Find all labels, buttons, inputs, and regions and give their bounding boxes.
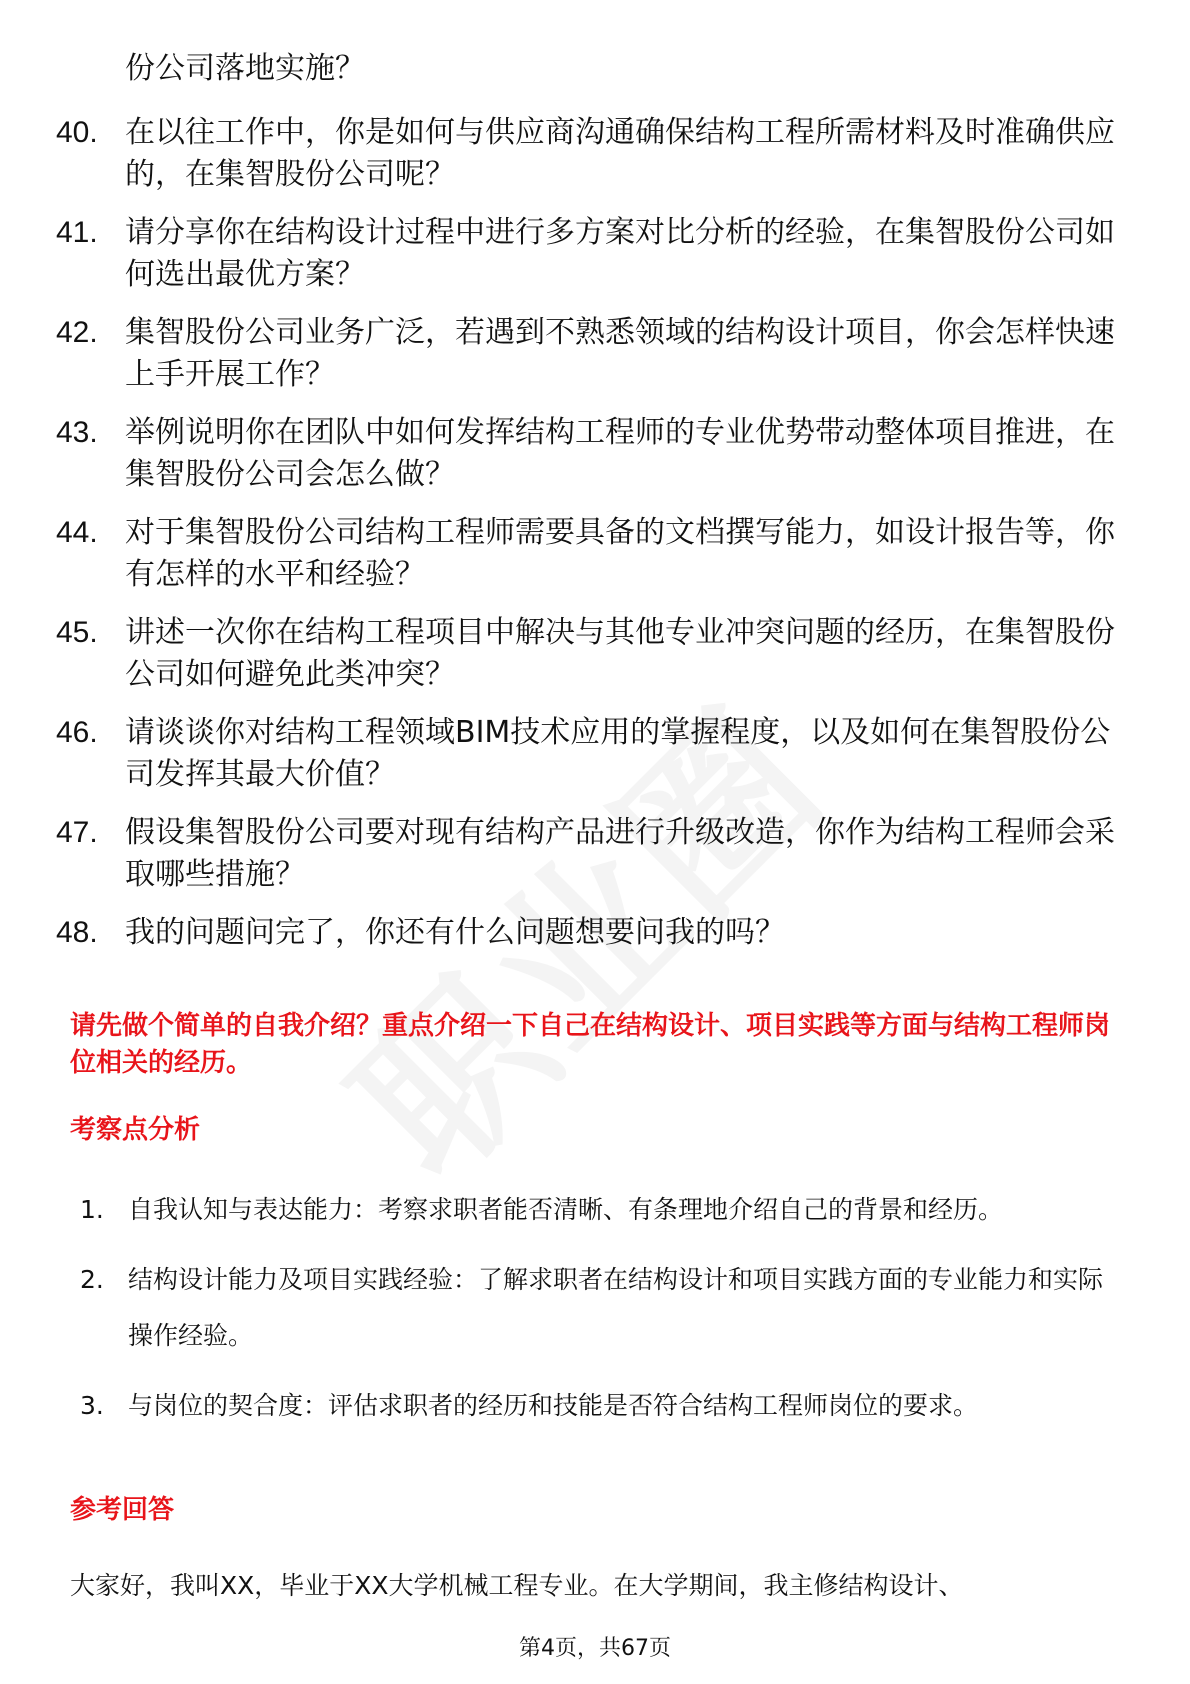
page-footer: 第4页，共67页	[519, 1636, 671, 1661]
question-number: 40.	[56, 116, 98, 149]
question-text: 讲述一次你在结构工程项目中解决与其他专业冲突问题的经历，在集智股份公司如何避免此类冲突？	[125, 615, 1115, 692]
analysis-points	[80, 1182, 1140, 1448]
question-text: 请谈谈你对结构工程领域BIM技术应用的掌握程度，以及如何在集智股份公司发挥其最大价值？	[125, 715, 1111, 792]
question-text: 请分享你在结构设计过程中进行多方案对比分析的经验，在集智股份公司如何选出最优方案？	[125, 215, 1115, 292]
analysis-point	[80, 1252, 1140, 1364]
point-text: 结构设计能力及项目实践经验：了解求职者在结构设计和项目实践方面的专业能力和实际操作经验。	[128, 1265, 1104, 1350]
point-text: 与岗位的契合度：评估求职者的经历和技能是否符合结构工程师岗位的要求。	[128, 1391, 979, 1420]
question-number: 47.	[56, 816, 98, 849]
answer-text: 大家好，我叫XX，毕业于XX大学机械工程专业。在大学期间，我主修结构设计、	[70, 1571, 964, 1600]
question-text: 我的问题问完了，你还有什么问题想要问我的吗？	[125, 915, 785, 950]
question-item	[56, 312, 1146, 396]
question-item	[56, 712, 1146, 796]
question-number: 42.	[56, 316, 98, 349]
continuation-text: 份公司落地实施？	[125, 51, 365, 86]
point-number: 3.	[80, 1391, 104, 1420]
question-text: 集智股份公司业务广泛，若遇到不熟悉领域的结构设计项目，你会怎样快速上手开展工作？	[125, 315, 1115, 392]
question-item	[56, 912, 1146, 954]
highlight-question: 请先做个简单的自我介绍？重点介绍一下自己在结构设计、项目实践等方面与结构工程师岗位相关的经历。	[70, 1011, 1111, 1078]
question-number: 41.	[56, 216, 98, 249]
analysis-title: 考察点分析	[70, 1115, 201, 1145]
question-number: 44.	[56, 516, 98, 549]
question-list	[56, 112, 1146, 970]
point-number: 1.	[80, 1195, 104, 1224]
question-number: 48.	[56, 916, 98, 949]
question-text: 假设集智股份公司要对现有结构产品进行升级改造，你作为结构工程师会采取哪些措施？	[125, 815, 1115, 892]
answer-title: 参考回答	[70, 1495, 175, 1525]
point-number: 2.	[80, 1265, 104, 1294]
analysis-point	[80, 1182, 1140, 1238]
question-text: 对于集智股份公司结构工程师需要具备的文档撰写能力，如设计报告等，你有怎样的水平和经验？	[125, 515, 1115, 592]
question-item	[56, 512, 1146, 596]
question-number: 46.	[56, 716, 98, 749]
analysis-point	[80, 1378, 1140, 1434]
point-text: 自我认知与表达能力：考察求职者能否清晰、有条理地介绍自己的背景和经历。	[128, 1195, 1004, 1224]
question-item	[56, 112, 1146, 196]
question-text: 举例说明你在团队中如何发挥结构工程师的专业优势带动整体项目推进，在集智股份公司会怎么做？	[125, 415, 1115, 492]
question-item	[56, 812, 1146, 896]
question-item	[56, 212, 1146, 296]
question-item	[56, 412, 1146, 496]
question-item	[56, 612, 1146, 696]
question-text: 在以往工作中，你是如何与供应商沟通确保结构工程所需材料及时准确供应的，在集智股份公司呢？	[125, 115, 1115, 192]
question-number: 43.	[56, 416, 98, 449]
question-number: 45.	[56, 616, 98, 649]
